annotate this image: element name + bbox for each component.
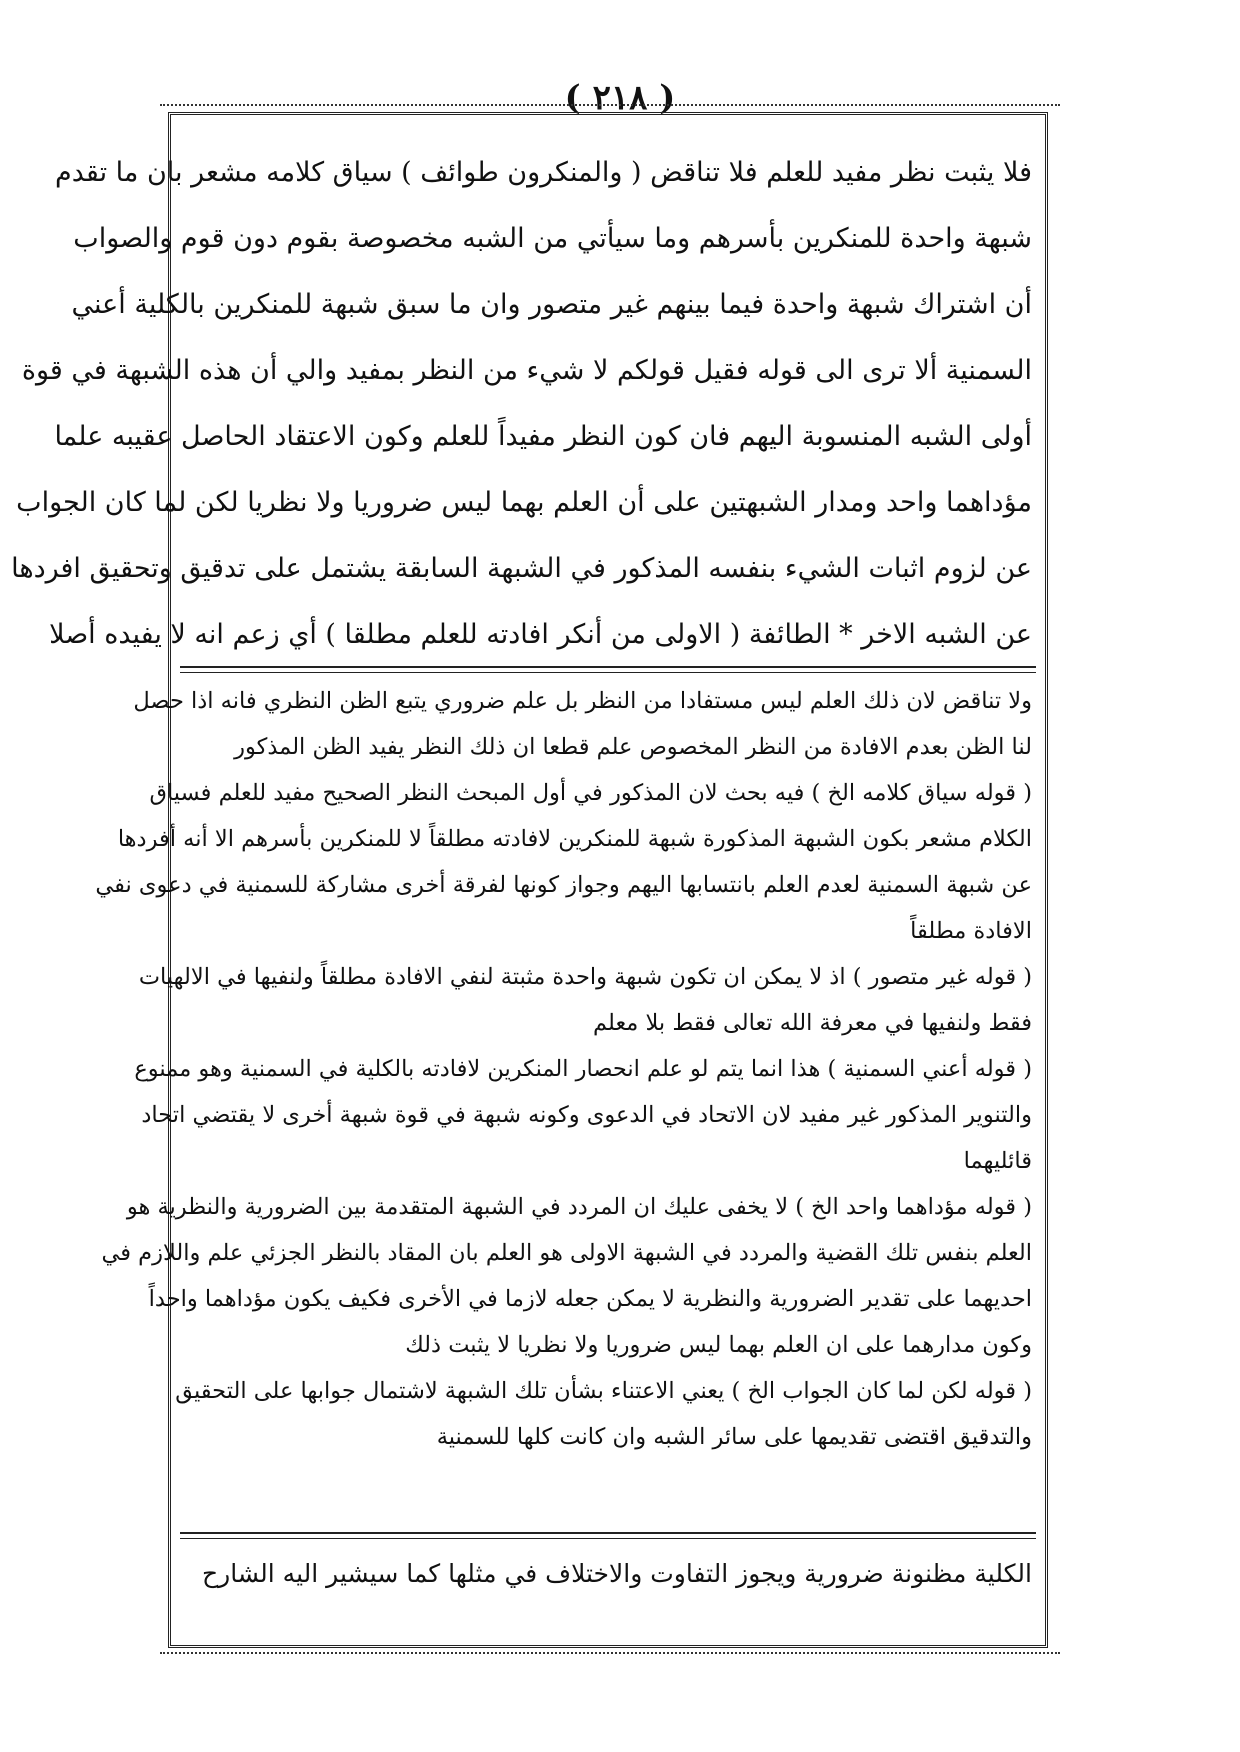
commentary-line: الكلام مشعر بكون الشبهة المذكورة شبهة للمنكرين لافادته مطلقاً لا للمنكرين بأسرهم الا أنه أفردها <box>117 826 1032 852</box>
commentary-line: احديهما على تقدير الضرورية والنظرية لا يمكن جعله لازما في الأخرى فكيف يكون مؤداهما واحداً <box>148 1286 1032 1312</box>
commentary-line: عن شبهة السمنية لعدم العلم بانتسابها اليهم وجواز كونها لفرقة أخرى مشاركة للسمنية في دعوى نفي <box>95 872 1032 898</box>
commentary-line: الافادة مطلقاً <box>910 918 1032 944</box>
main-text-line: أولى الشبه المنسوبة اليهم فان كون النظر مفيداً للعلم وكون الاعتقاد الحاصل عقيبه علما <box>54 421 1032 452</box>
separator-rule <box>180 666 1036 673</box>
bottom-ornament-border <box>160 1652 1060 1658</box>
top-ornament-border <box>160 104 1060 110</box>
commentary-line: والتنوير المذكور غير مفيد لان الاتحاد في الدعوى وكونه شبهة في قوة شبهة أخرى لا يقتضي اتحاد <box>141 1102 1032 1128</box>
main-text-line: فلا يثبت نظر مفيد للعلم فلا تناقض ( والمنكرون طوائف ) سياق كلامه مشعر بان ما تقدم <box>55 157 1032 188</box>
footer-text <box>186 1548 1032 1600</box>
commentary-line: ( قوله مؤداهما واحد الخ ) لا يخفى عليك ان المردد في الشبهة المتقدمة بين الضرورية والنظرية هو <box>126 1194 1032 1220</box>
commentary <box>95 678 1032 1460</box>
commentary-line: قائليهما <box>963 1148 1032 1174</box>
main-text <box>11 140 1032 668</box>
commentary-line: العلم بنفس تلك القضية والمردد في الشبهة الاولى هو العلم بان المقاد بالنظر الجزئي علم واللازم في <box>101 1240 1032 1266</box>
main-text-line: السمنية ألا ترى الى قوله فقيل قولكم لا شيء من النظر بمفيد والي أن هذه الشبهة في قوة <box>21 355 1032 386</box>
page-number: ( ٢١٨ ) <box>564 78 676 118</box>
commentary-line: ( قوله غير متصور ) اذ لا يمكن ان تكون شبهة واحدة مثبتة لنفي الافادة مطلقاً ولنفيها في الالهيات <box>138 964 1032 990</box>
commentary-line: فقط ولنفيها في معرفة الله تعالى فقط بلا معلم <box>593 1010 1032 1036</box>
commentary-line: لنا الظن بعدم الافادة من النظر المخصوص علم قطعا ان ذلك النظر يفيد الظن المذكور <box>234 734 1032 760</box>
commentary-line: ولا تناقض لان ذلك العلم ليس مستفادا من النظر بل علم ضروري يتبع الظن النظري فانه اذا حصل <box>133 688 1032 714</box>
footer-text-line: الكلية مظنونة ضرورية ويجوز التفاوت والاختلاف في مثلها كما سيشير اليه الشارح <box>202 1559 1032 1588</box>
commentary-line: وكون مدارهما على ان العلم بهما ليس ضروريا ولا نظريا لا يثبت ذلك <box>405 1332 1032 1358</box>
footer-separator-rule <box>180 1532 1036 1539</box>
main-text-line: عن لزوم اثبات الشيء بنفسه المذكور في الشبهة السابقة يشتمل على تدقيق وتحقيق افردها <box>11 553 1032 584</box>
commentary-line: ( قوله أعني السمنية ) هذا انما يتم لو علم انحصار المنكرين لافادته بالكلية في السمنية وهو ممنوع <box>134 1056 1032 1082</box>
commentary-line: ( قوله لكن لما كان الجواب الخ ) يعني الاعتناء بشأن تلك الشبهة لاشتمال جوابها على التحقيق <box>175 1378 1032 1404</box>
main-text-line: مؤداهما واحد ومدار الشبهتين على أن العلم بهما ليس ضروريا ولا نظريا لكن لما كان الجواب <box>16 487 1032 518</box>
commentary-line: والتدقيق اقتضى تقديمها على سائر الشبه وان كانت كلها للسمنية <box>436 1424 1032 1450</box>
main-text-line: أن اشتراك شبهة واحدة فيما بينهم غير متصور وان ما سبق شبهة للمنكرين بالكلية أعني <box>71 289 1032 320</box>
main-text-line: عن الشبه الاخر * الطائفة ( الاولى من أنكر افادته للعلم مطلقا ) أي زعم انه لا يفيده أصلا <box>49 619 1032 650</box>
commentary-line: ( قوله سياق كلامه الخ ) فيه بحث لان المذكور في أول المبحث النظر الصحيح مفيد للعلم فسياق <box>149 780 1032 806</box>
main-text-line: شبهة واحدة للمنكرين بأسرهم وما سيأتي من الشبه مخصوصة بقوم دون قوم والصواب <box>73 223 1032 254</box>
